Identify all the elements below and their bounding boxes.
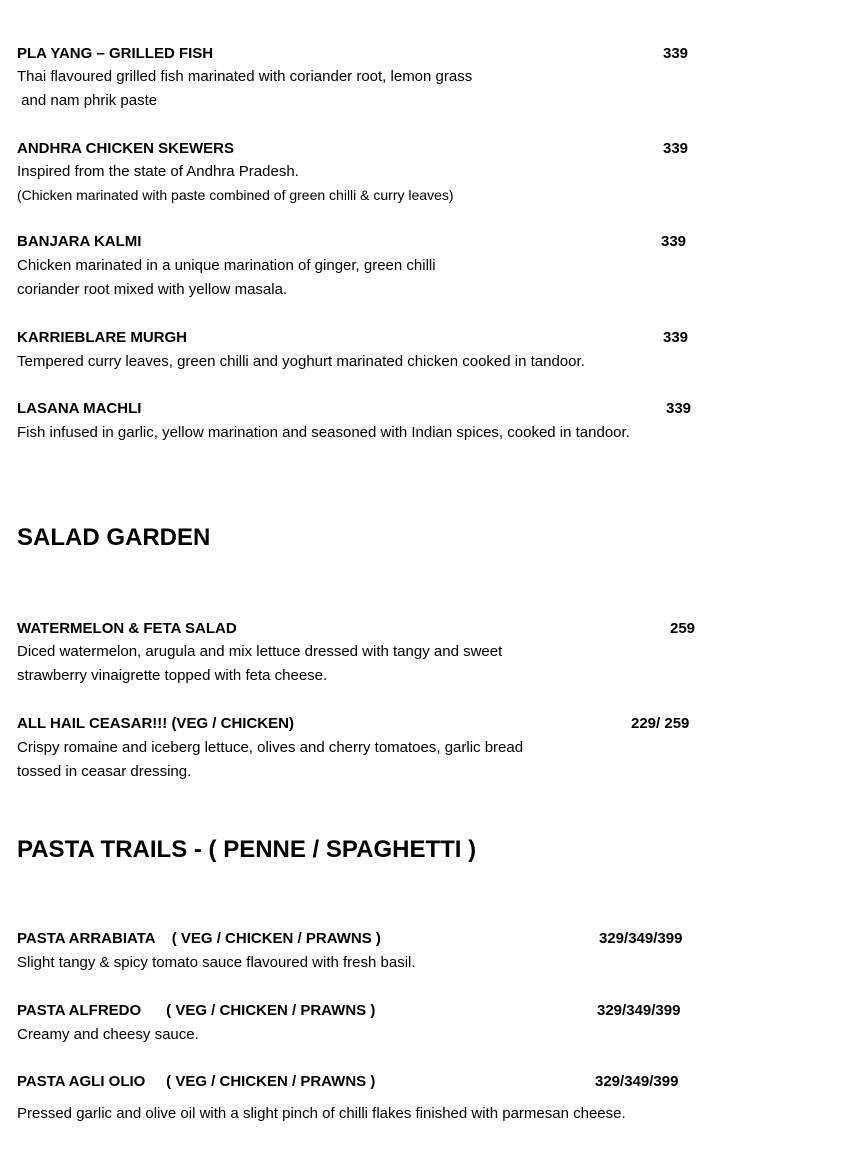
item-description: Creamy and cheesy sauce.	[17, 1026, 199, 1043]
item-price: 329/349/399	[597, 1002, 681, 1019]
item-price: 339	[663, 140, 689, 157]
item-description: coriander root mixed with yellow masala.	[17, 281, 288, 298]
item-name: ALL HAIL CEASAR!!! (VEG / CHICKEN)	[17, 715, 294, 732]
item-price: 229/ 259	[631, 715, 690, 732]
item-description: Crispy romaine and iceberg lettuce, olives and cherry tomatoes, garlic bread	[17, 739, 524, 756]
item-description: Slight tangy & spicy tomato sauce flavoured with fresh basil.	[17, 954, 416, 971]
item-description: and nam phrik paste	[17, 92, 158, 109]
item-price: 339	[663, 45, 689, 62]
item-name: BANJARA KALMI	[17, 233, 142, 250]
item-price: 329/349/399	[595, 1073, 679, 1090]
item-price: 339	[666, 400, 692, 417]
item-description: Pressed garlic and olive oil with a slight pinch of chilli flakes finished with parmesan cheese.	[17, 1105, 626, 1122]
item-price: 329/349/399	[599, 930, 683, 947]
item-price: 259	[670, 620, 696, 637]
item-description: Fish infused in garlic, yellow marination and seasoned with Indian spices, cooked in tandoor.	[17, 424, 630, 441]
section-heading: PASTA TRAILS - ( PENNE / SPAGHETTI )	[17, 836, 477, 863]
item-description: strawberry vinaigrette topped with feta cheese.	[17, 667, 328, 684]
item-name: PASTA ARRABIATA ( VEG / CHICKEN / PRAWNS )	[17, 930, 381, 947]
item-name: LASANA MACHLI	[17, 400, 142, 417]
item-description: tossed in ceasar dressing.	[17, 763, 192, 780]
item-description: Inspired from the state of Andhra Pradesh.	[17, 163, 299, 180]
item-name: PASTA ALFREDO ( VEG / CHICKEN / PRAWNS )	[17, 1002, 376, 1019]
item-description: Tempered curry leaves, green chilli and yoghurt marinated chicken cooked in tandoor.	[17, 353, 585, 370]
item-name: PASTA AGLI OLIO ( VEG / CHICKEN / PRAWNS )	[17, 1073, 376, 1090]
item-description: Thai flavoured grilled fish marinated with coriander root, lemon grass	[17, 68, 473, 85]
item-price: 339	[661, 233, 687, 250]
item-name: ANDHRA CHICKEN SKEWERS	[17, 140, 234, 157]
item-description: (Chicken marinated with paste combined of green chilli & curry leaves)	[17, 187, 454, 203]
section-heading: SALAD GARDEN	[17, 524, 211, 551]
item-name: KARRIEBLARE MURGH	[17, 329, 187, 346]
item-description: Diced watermelon, arugula and mix lettuce dressed with tangy and sweet	[17, 643, 503, 660]
item-name: WATERMELON & FETA SALAD	[17, 620, 237, 637]
item-description: Chicken marinated in a unique marination of ginger, green chilli	[17, 257, 436, 274]
item-name: PLA YANG – GRILLED FISH	[17, 45, 214, 62]
item-price: 339	[663, 329, 689, 346]
